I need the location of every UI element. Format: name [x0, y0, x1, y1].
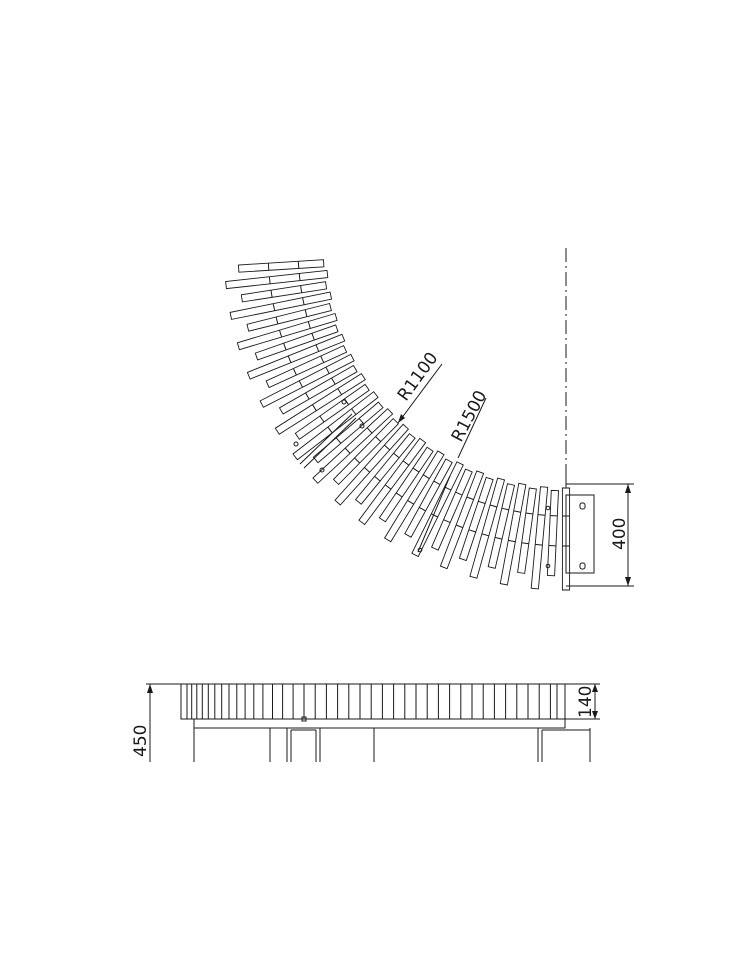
- legs: [194, 728, 590, 762]
- height-label: 450: [131, 724, 151, 757]
- slat-support-mark: [535, 544, 542, 545]
- slat-support-mark: [538, 515, 545, 516]
- plan-view: [226, 248, 634, 590]
- side-view: [131, 684, 600, 762]
- end-support-plate: [566, 495, 594, 573]
- dimension-height: [131, 684, 181, 762]
- dimension-thickness: [565, 684, 600, 719]
- slat-support-mark: [269, 277, 270, 284]
- bench-slat: [547, 490, 558, 575]
- radius-leader-r1500: [448, 387, 492, 458]
- seat-slat-lines: [187, 684, 550, 719]
- thickness-label: 140: [576, 685, 596, 718]
- bench-slat: [238, 260, 324, 273]
- frame-rail: [194, 719, 565, 728]
- dimension-depth: [566, 484, 634, 586]
- bench-slats: [226, 260, 570, 590]
- slat-support-mark: [298, 261, 299, 268]
- radius-label-outer: R1500: [447, 387, 492, 446]
- radius-label-inner: R1100: [393, 348, 443, 405]
- depth-label: 400: [610, 517, 630, 550]
- seat-band: [181, 684, 557, 719]
- radius-leader-r1100: [394, 349, 443, 423]
